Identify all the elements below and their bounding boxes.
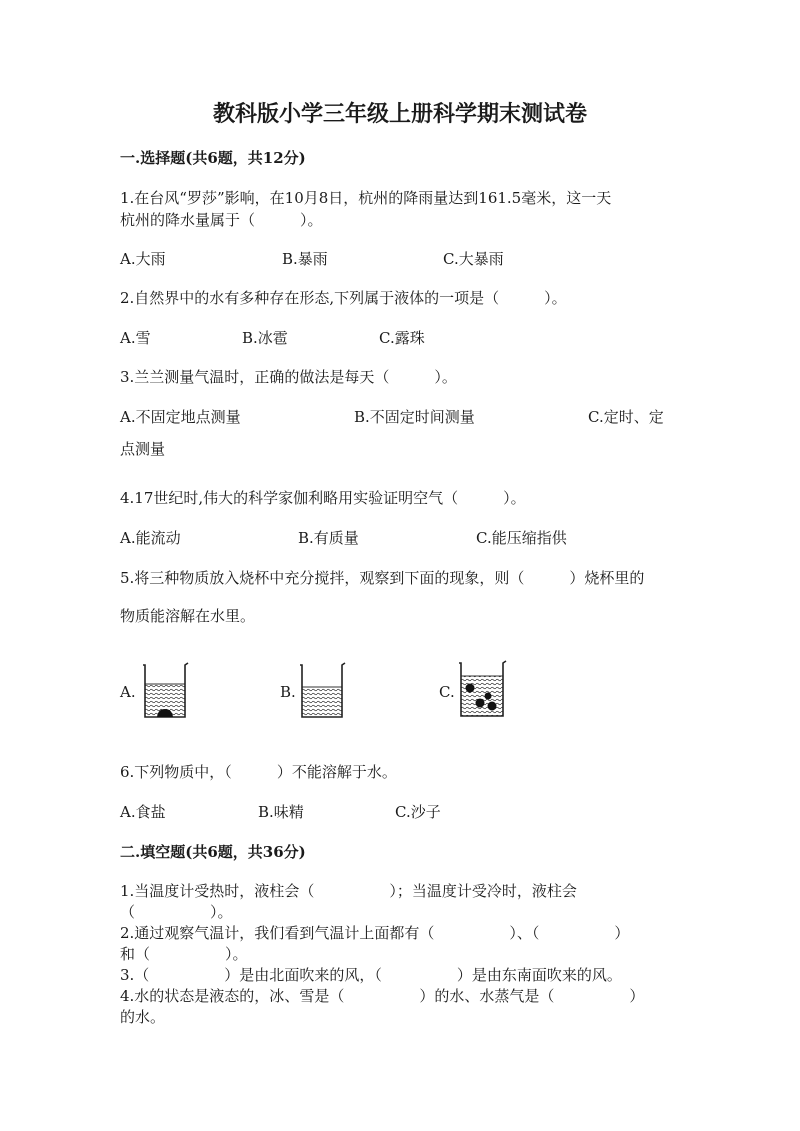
question-2-option-c: C.露珠 [379, 329, 425, 347]
question-4-option-b: B.有质量 [298, 529, 359, 547]
question-2-option-a: A.雪 [120, 329, 151, 347]
question-1-option-a: A.大雨 [120, 250, 166, 268]
question-5-text-cont: 物质能溶解在水里。 [120, 607, 256, 625]
question-1-option-c: C.大暴雨 [443, 250, 504, 268]
fill-question-3-text: 3.（ ）是由北面吹来的风，（ ）是由东南面吹来的风。 [120, 966, 622, 984]
question-4-option-a: A.能流动 [120, 529, 181, 547]
question-3-option-c-cont: 点测量 [120, 440, 166, 458]
question-6-text: 6.下列物质中，（ ）不能溶解于水。 [120, 763, 397, 781]
question-1-text-cont: 杭州的降水量属于（ ）。 [120, 211, 323, 229]
beaker-a-image [140, 660, 192, 722]
question-1-option-b: B.暴雨 [282, 250, 328, 268]
question-6-option-a: A.食盐 [120, 803, 166, 821]
question-5-option-a: A. [120, 683, 136, 701]
fill-question-4-text-cont: 的水。 [120, 1008, 166, 1026]
beaker-b-image [297, 660, 349, 722]
fill-question-1-text-cont: （ ）。 [120, 903, 233, 921]
fill-question-4-text: 4.水的状态是液态的，冰、雪是（ ）的水、水蒸气是（ ） [120, 987, 645, 1005]
question-3-option-b: B.不固定时间测量 [354, 408, 475, 426]
fill-question-1-text: 1.当温度计受热时，液柱会（ ）；当温度计受冷时，液柱会 [120, 882, 577, 900]
question-6-option-c: C.沙子 [395, 803, 441, 821]
question-4-text: 4.17世纪时,伟大的科学家伽利略用实验证明空气（ ）。 [120, 489, 526, 507]
beaker-c-image [456, 658, 510, 722]
question-3-option-a: A.不固定地点测量 [120, 408, 241, 426]
question-6-option-b: B.味精 [258, 803, 304, 821]
question-5-option-b: B. [280, 683, 296, 701]
fill-question-2-text-cont: 和（ ）。 [120, 945, 248, 963]
question-4-option-c: C.能压缩指供 [476, 529, 567, 547]
question-2-text: 2.自然界中的水有多种存在形态,下列属于液体的一项是（ ）。 [120, 289, 567, 307]
question-1-text: 1.在台风“罗莎”影响，在10月8日，杭州的降雨量达到161.5毫米，这一天 [120, 189, 612, 207]
question-3-text: 3.兰兰测量气温时，正确的做法是每天（ ）。 [120, 368, 457, 386]
section-heading-fill-blank: 二.填空题(共6题，共36分) [120, 843, 306, 861]
question-3-option-c: C.定时、定 [588, 408, 664, 426]
question-5-option-c: C. [439, 683, 455, 701]
fill-question-2-text: 2.通过观察气温计，我们看到气温计上面都有（ ）、（ ） [120, 924, 630, 942]
section-heading-choice: 一.选择题(共6题，共12分) [120, 149, 306, 167]
page-title: 教科版小学三年级上册科学期末测试卷 [212, 101, 587, 127]
question-5-text: 5.将三种物质放入烧杯中充分搅拌，观察到下面的现象，则（ ）烧杯里的 [120, 569, 645, 587]
question-2-option-b: B.冰雹 [242, 329, 288, 347]
